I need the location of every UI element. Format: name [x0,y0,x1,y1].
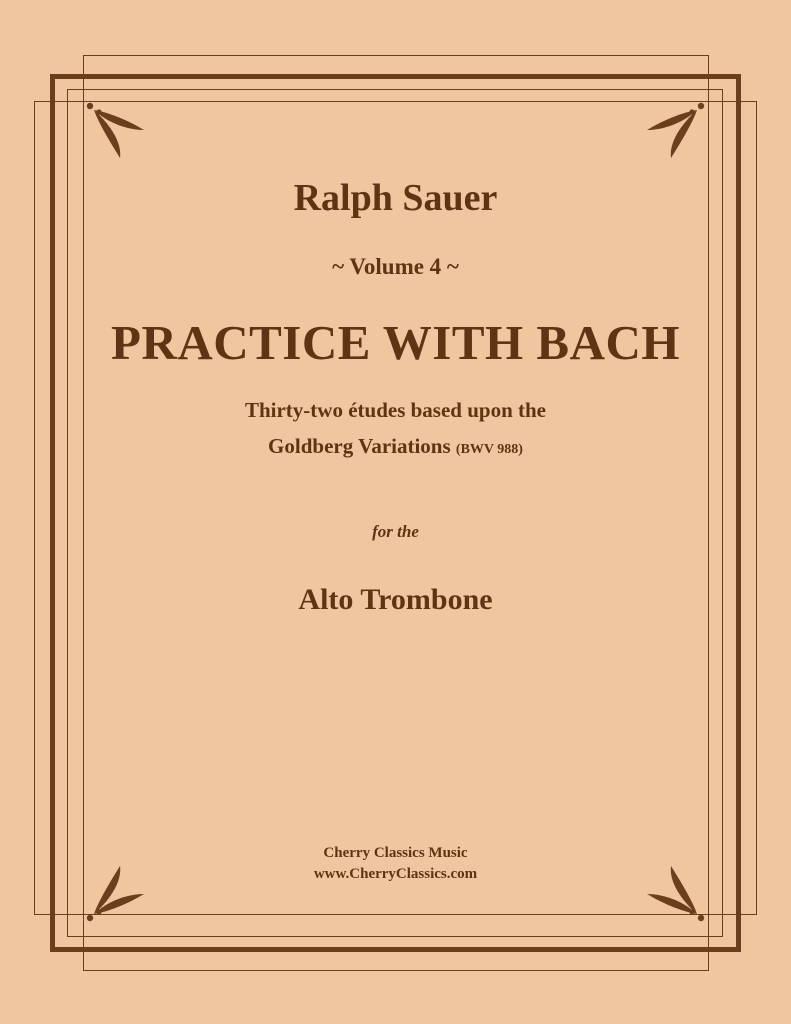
publisher-name: Cherry Classics Music [323,845,468,861]
leaf-sprig-icon [643,100,707,164]
main-title: PRACTICE WITH BACH [111,315,680,370]
leaf-sprig-icon [84,100,148,164]
subtitle-work: Goldberg Variations [268,434,451,458]
for-the-label: for the [372,522,419,541]
subtitle-bwv: (BWV 988) [455,442,523,457]
publisher-url: www.CherryClassics.com [313,866,478,882]
author-name: Ralph Sauer [293,177,498,219]
subtitle-line2 [0,434,791,459]
volume-label: ~ Volume 4 ~ [332,254,459,279]
instrument-name: Alto Trombone [298,583,493,616]
subtitle-line1: Thirty-two études based upon the [244,398,547,422]
